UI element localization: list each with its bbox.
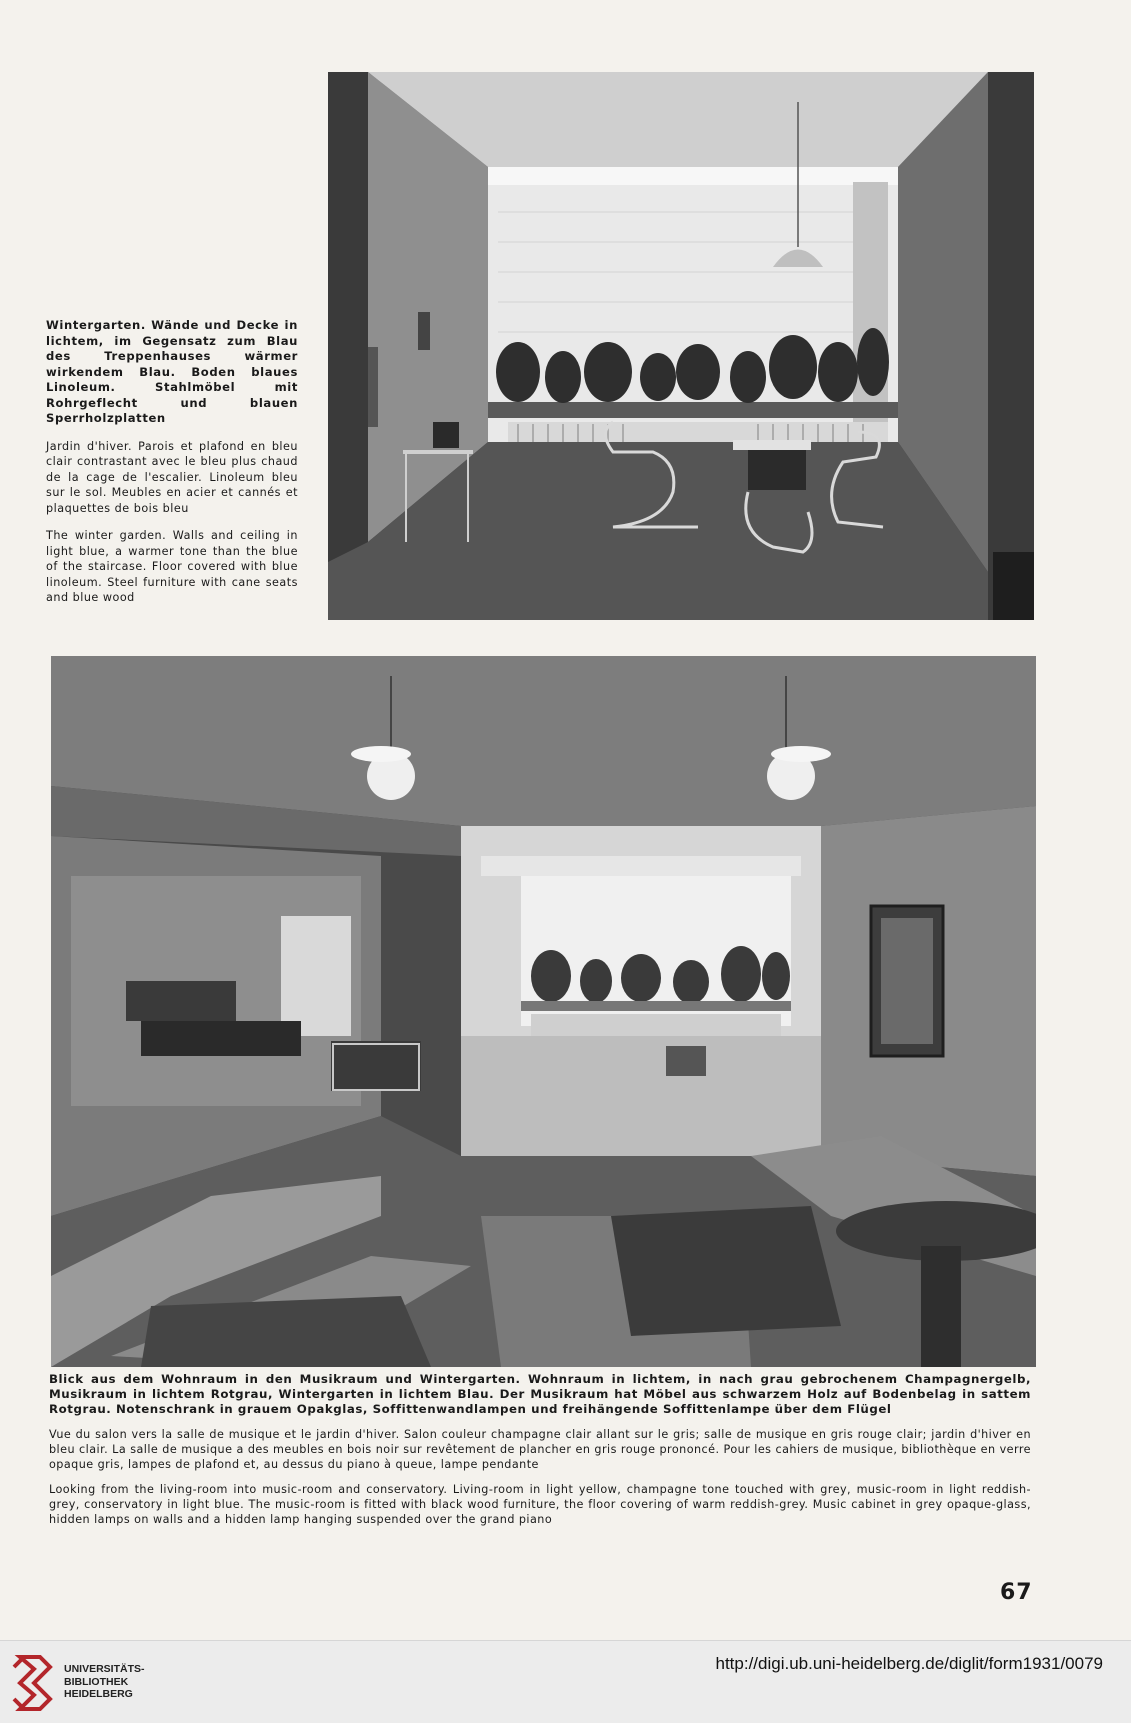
caption-english: The winter garden. Walls and ceiling in light blue, a warmer tone than the blue of the staircase. Floor covered with blue linoleum. Steel furniture with cane seats and blue wood [46,529,298,604]
caption-german: Wintergarten. Wände und Decke in lichtem, im Gegensatz zum Blau des Treppenhauses wärmer wirkendem Blau. Boden blaues Linoleum. Stahlmöbel mit Rohrgeflecht und blauen Sperrholzplatten [46,318,298,425]
caption-english: Looking from the living-room into music-room and conservatory. Living-room in light yellow, champagne tone touched with grey, music-room in light reddish-grey, conservatory in light blue. The music-room is fitted with black wood furniture, the floor covering of warm reddish-grey. Music cabinet in grey opaque-glass, hidden lamps on walls and a hidden lamp hanging suspended over the grand piano [49,1483,1031,1526]
logo-line-3: HEIDELBERG [64,1688,133,1700]
page-number: 67 [1000,1580,1033,1605]
winter-garden-image [328,72,1034,620]
caption-french: Jardin d'hiver. Parois et plafond en bleu clair contrastant avec le bleu plus chaud de la cage de l'escalier. Linoleum bleu sur le sol. Meubles en acier et cannés et plaquettes de bois bleu [46,439,298,515]
viewer-footer [0,1640,1131,1723]
logo-line-1: UNIVERSITÄTS- [64,1663,145,1675]
living-room-image [51,656,1036,1367]
source-url-link[interactable]: http://digi.ub.uni-heidelberg.de/diglit/form1931/0079 [715,1654,1103,1673]
winter-garden-photo [328,72,1034,620]
caption-french: Vue du salon vers la salle de musique et le jardin d'hiver. Salon couleur champagne clair allant sur le gris; salle de musique en gris rouge clair; jardin d'hiver en bleu clair. La salle de musique a des meubles en bois noir sur revêtement de plancher en gris rouge prononcé. Pour les cahiers de musique, bibliothèque en verre opaque gris, lampes de plafond et, au dessus du piano à queue, lampe pendante [49,1428,1031,1471]
caption-german: Blick aus dem Wohnraum in den Musikraum und Wintergarten. Wohnraum in lichtem, in nach grau gebrochenem Champagnergelb, Musikraum in lichtem Rotgrau, Wintergarten in lichtem Blau. Der Musikraum hat Möbel aus schwarzem Holz auf Bodenbelag in sattem Rotgrau. Notenschrank in grauem Opakglas, Soffittenwandlampen und freihängende Soffittenlampe über dem Flügel [49,1372,1031,1416]
bottom-photo-caption [49,1372,1031,1537]
library-logo-icon[interactable] [10,1653,58,1711]
logo-line-2: BIBLIOTHEK [64,1675,129,1688]
top-photo-caption [46,318,298,618]
living-room-photo [51,656,1036,1367]
library-logo-text[interactable] [64,1663,145,1701]
